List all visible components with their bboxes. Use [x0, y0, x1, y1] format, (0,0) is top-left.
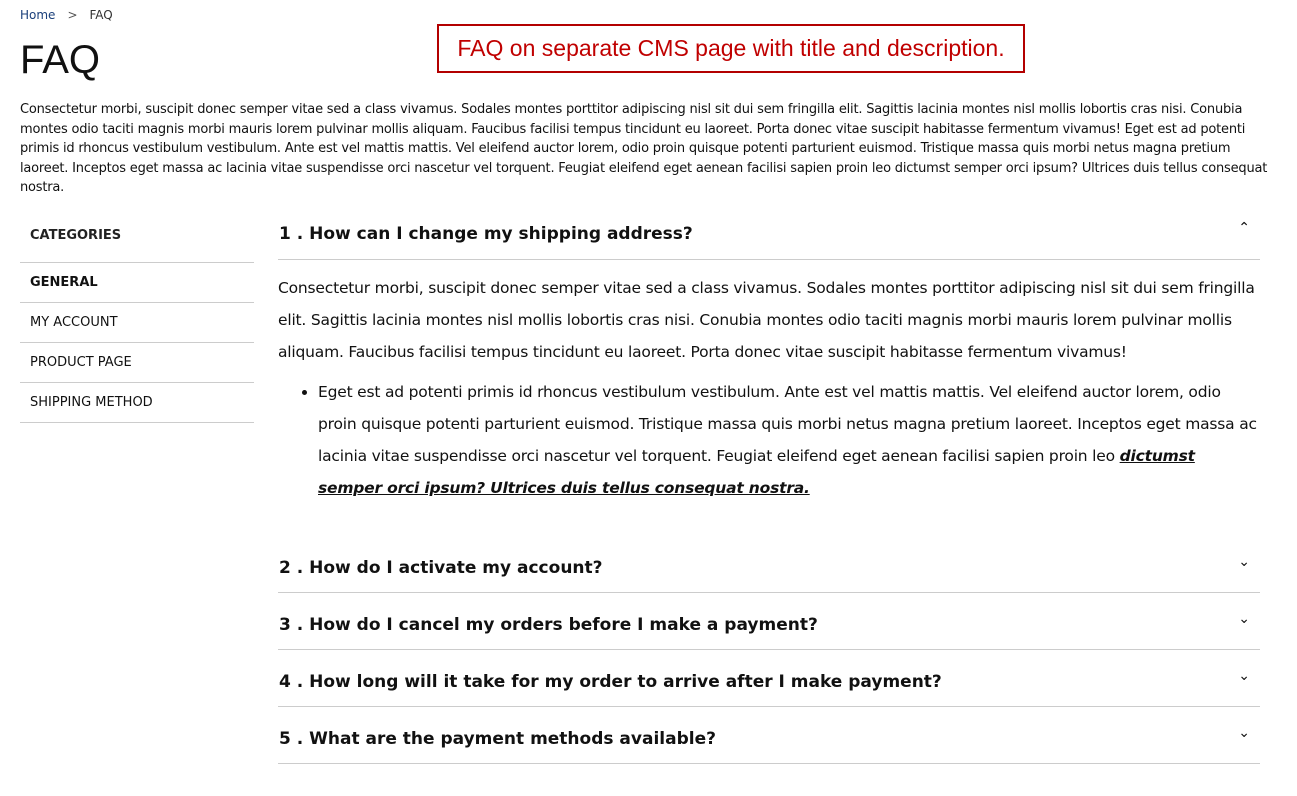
answer-bullet	[318, 376, 1260, 504]
sidebar-item-shipping-method[interactable]: SHIPPING METHOD	[20, 383, 254, 423]
question-text: 1 . How can I change my shipping address?	[279, 224, 693, 244]
categories-sidebar	[20, 215, 254, 423]
categories-heading: CATEGORIES	[20, 215, 254, 263]
faq-question-1[interactable]	[278, 213, 1260, 260]
chevron-down-icon[interactable]: ⌄	[1238, 554, 1250, 570]
chevron-up-icon[interactable]: ⌃	[1238, 220, 1250, 236]
breadcrumb-current: FAQ	[89, 8, 113, 22]
question-text: 4 . How long will it take for my order to arrive after I make payment?	[279, 672, 942, 692]
faq-question-4[interactable]	[278, 650, 1260, 707]
page-description: Consectetur morbi, suscipit donec semper vitae sed a class vivamus. Sodales montes porttitor adipiscing nisl sit dui sem fringilla elit. Sagittis lacinia montes nisl mollis lobortis cras nisi. Conubia montes odio taciti magnis morbi mauris lorem pulvinar mollis aliquam. Faucibus facilisi tempus tincidunt eu laoreet. Porta donec vitae suscipit habitasse fermentum vivamus! Eget est ad potenti primis id rhoncus vestibulum vestibulum. Ante est vel mattis mattis. Vel eleifend auctor lorem, odio proin quisque potenti parturient euismod. Tristique massa quis morbi netus magna pretium laoreet. Inceptos eget massa ac lacinia vitae suspendisse orci nascetur vel torquent. Feugiat eleifend eget aenean facilisi sapien proin leo dictumst semper orci ipsum? Ultrices duis tellus consequat nostra.	[20, 102, 1268, 195]
page-title: FAQ	[20, 38, 101, 82]
sidebar-item-my-account[interactable]: MY ACCOUNT	[20, 303, 254, 343]
chevron-down-icon[interactable]: ⌄	[1238, 611, 1250, 627]
faq-list	[278, 213, 1260, 764]
question-text: 2 . How do I activate my account?	[279, 558, 603, 578]
answer-bullet-text: Eget est ad potenti primis id rhoncus vestibulum vestibulum. Ante est vel mattis mattis. Vel eleifend auctor lorem, odio proin quisque potenti parturient euismod. Tristique massa quis morbi netus magna pretium laoreet. Inceptos eget massa ac lacinia vitae suspendisse orci nascetur vel torquent. Feugiat eleifend eget aenean facilisi sapien proin leo	[318, 383, 1257, 465]
breadcrumb-home[interactable]: Home	[20, 8, 56, 22]
breadcrumb	[20, 8, 113, 22]
question-text: 3 . How do I cancel my orders before I make a payment?	[279, 615, 818, 635]
breadcrumb-separator-icon: >	[67, 8, 78, 22]
faq-answer-1	[278, 260, 1260, 536]
sidebar-item-product-page[interactable]: PRODUCT PAGE	[20, 343, 254, 383]
answer-link[interactable]: dictumst semper orci ipsum? Ultrices duis tellus consequat nostra.	[318, 447, 1195, 497]
chevron-down-icon[interactable]: ⌄	[1238, 668, 1250, 684]
faq-question-2[interactable]	[278, 536, 1260, 593]
chevron-down-icon[interactable]: ⌄	[1238, 725, 1250, 741]
faq-question-3[interactable]	[278, 593, 1260, 650]
sidebar-item-general[interactable]: GENERAL	[20, 263, 254, 303]
annotation-box: FAQ on separate CMS page with title and description.	[437, 24, 1025, 73]
faq-question-5[interactable]	[278, 707, 1260, 764]
answer-paragraph: Consectetur morbi, suscipit donec semper vitae sed a class vivamus. Sodales montes porttitor adipiscing nisl sit dui sem fringilla elit. Sagittis lacinia montes nisl mollis lobortis cras nisi. Conubia montes odio taciti magnis morbi mauris lorem pulvinar mollis aliquam. Faucibus facilisi tempus tincidunt eu laoreet. Porta donec vitae suscipit habitasse fermentum vivamus!	[278, 279, 1255, 361]
question-text: 5 . What are the payment methods available?	[279, 729, 716, 749]
